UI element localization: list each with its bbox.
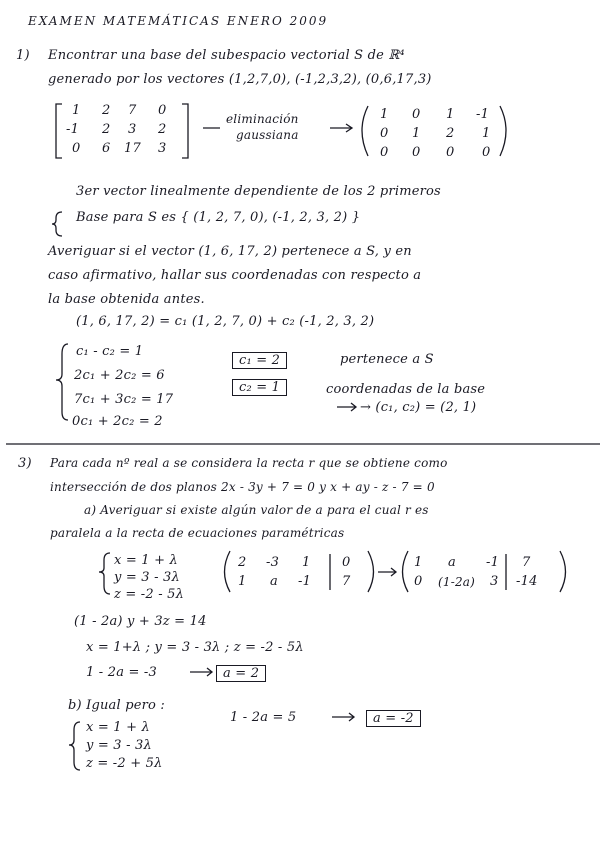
param-brace xyxy=(69,722,80,770)
boxed-answer: a = -2 xyxy=(366,710,421,727)
matrix-cell: 0 xyxy=(380,126,389,141)
matrix-cell: 0 xyxy=(482,145,491,160)
problem-number: 3) xyxy=(18,456,32,471)
matrix-cell: 0 xyxy=(72,141,81,156)
question-text: Averiguar si el vector (1, 6, 17, 2) pertenece a S, y en xyxy=(48,244,412,259)
matrix-cell: (1-2a) xyxy=(438,575,476,589)
system-brace xyxy=(56,344,68,420)
set-brace xyxy=(52,212,62,236)
matrix-cell: 3 xyxy=(490,574,499,589)
matrix-cell: 0 xyxy=(380,145,389,160)
matrix-cell: 6 xyxy=(102,141,111,156)
problem-number: 1) xyxy=(16,48,30,63)
matrix-cell: a xyxy=(448,555,456,570)
equation: (1, 6, 17, 2) = c₁ (1, 2, 7, 0) + c₂ (-1, 2, 3, 2) xyxy=(76,314,375,329)
equation: 1 - 2a = -3 xyxy=(86,665,157,680)
matrix-bracket-left xyxy=(56,104,62,158)
matrix-cell: 1 xyxy=(482,126,491,141)
problem-text: intersección de dos planos 2x - 3y + 7 = 0 y x + ay - z - 7 = 0 xyxy=(50,480,435,494)
page-title: EXAMEN MATEMÁTICAS ENERO 2009 xyxy=(28,14,329,28)
boxed-answer: a = 2 xyxy=(216,665,266,682)
equation: 1 - 2a = 5 xyxy=(230,710,297,725)
matrix-cell: 2 xyxy=(446,126,455,141)
system-equation: 7c₁ + 3c₂ = 17 xyxy=(74,392,174,407)
problem-text: a) Averiguar si existe algún valor de a para el cual r es xyxy=(84,503,429,517)
matrix-cell: 3 xyxy=(128,122,137,137)
matrix-cell: -14 xyxy=(516,574,538,589)
matrix-cell: 1 xyxy=(380,107,389,122)
boxed-answer: c₁ = 2 xyxy=(232,352,287,369)
equation: (1 - 2a) y + 3z = 14 xyxy=(74,614,207,629)
matrix-cell: 2 xyxy=(102,103,111,118)
problem-text: paralela a la recta de ecuaciones paramétricas xyxy=(50,526,345,540)
matrix-cell: 0 xyxy=(414,574,423,589)
matrix-paren-right xyxy=(560,551,566,592)
matrix-cell: 7 xyxy=(128,103,137,118)
param-equation: z = -2 - 5λ xyxy=(114,587,185,602)
matrix-cell: 7 xyxy=(522,555,531,570)
problem-text: Encontrar una base del subespacio vectorial S de ℝ⁴ xyxy=(48,48,405,63)
note-text: Base para S es { (1, 2, 7, 0), (-1, 2, 3, 2) } xyxy=(76,210,361,225)
matrix-bracket-right xyxy=(182,104,188,158)
matrix-cell: 0 xyxy=(342,555,351,570)
matrix-cell: 1 xyxy=(414,555,423,570)
matrix-cell: 17 xyxy=(124,141,141,156)
matrix-paren-right xyxy=(500,106,506,156)
boxed-answer: c₂ = 1 xyxy=(232,379,287,396)
question-text: la base obtenida antes. xyxy=(48,292,205,307)
param-equation: x = 1 + λ xyxy=(86,720,150,735)
matrix-cell: 0 xyxy=(412,107,421,122)
equation: x = 1+λ ; y = 3 - 3λ ; z = -2 - 5λ xyxy=(86,640,304,655)
problem-text: Para cada nº real a se considera la recta r que se obtiene como xyxy=(50,456,448,470)
matrix-paren-right xyxy=(368,551,374,592)
matrix-cell: 0 xyxy=(446,145,455,160)
matrix-cell: 1 xyxy=(446,107,455,122)
matrix-cell: 0 xyxy=(158,103,167,118)
matrix-cell: 1 xyxy=(302,555,311,570)
matrix-cell: 1 xyxy=(412,126,421,141)
note-text: coordenadas de la base xyxy=(326,382,486,397)
matrix-cell: -1 xyxy=(476,107,490,122)
note-text: → (c₁, c₂) = (2, 1) xyxy=(360,400,477,415)
matrix-cell: -1 xyxy=(66,122,80,137)
matrix-paren-left xyxy=(225,551,231,592)
system-equation: c₁ - c₂ = 1 xyxy=(76,344,144,359)
param-equation: y = 3 - 3λ xyxy=(86,738,152,753)
param-brace xyxy=(99,553,110,594)
question-text: caso afirmativo, hallar sus coordenadas con respecto a xyxy=(48,268,422,283)
system-equation: 2c₁ + 2c₂ = 6 xyxy=(74,368,165,383)
matrix-cell: 2 xyxy=(102,122,111,137)
param-equation: z = -2 + 5λ xyxy=(86,756,163,771)
matrix-cell: -3 xyxy=(266,555,280,570)
problem-text: b) Igual pero : xyxy=(68,698,165,713)
matrix-cell: 7 xyxy=(342,574,351,589)
param-equation: x = 1 + λ xyxy=(114,553,178,568)
matrix-paren-left xyxy=(403,551,409,592)
matrix-cell: 2 xyxy=(238,555,247,570)
matrix-cell: 3 xyxy=(158,141,167,156)
matrix-cell: 1 xyxy=(238,574,247,589)
arrow-label: eliminación xyxy=(226,112,299,126)
arrow-label: gaussiana xyxy=(236,128,299,142)
note-text: pertenece a S xyxy=(340,352,434,367)
matrix-cell: 0 xyxy=(412,145,421,160)
matrix-cell: -1 xyxy=(486,555,500,570)
param-equation: y = 3 - 3λ xyxy=(114,570,180,585)
matrix-cell: -1 xyxy=(298,574,312,589)
matrix-cell: 1 xyxy=(72,103,81,118)
matrix-cell: 2 xyxy=(158,122,167,137)
matrix-paren-left xyxy=(362,106,368,156)
matrix-cell: a xyxy=(270,574,278,589)
note-text: 3er vector linealmente dependiente de los 2 primeros xyxy=(76,184,441,199)
system-equation: 0c₁ + 2c₂ = 2 xyxy=(72,414,163,429)
problem-text: generado por los vectores (1,2,7,0), (-1,2,3,2), (0,6,17,3) xyxy=(48,72,432,87)
